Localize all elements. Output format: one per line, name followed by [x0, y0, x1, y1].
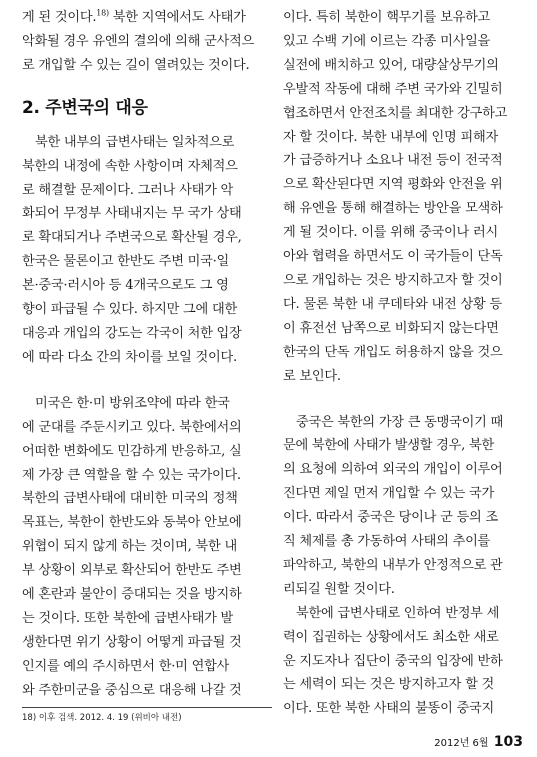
footnote-reference[interactable]: 18) [96, 8, 109, 18]
text-line: 에 따라 다소 간의 차이를 보일 것이다. [22, 349, 237, 365]
text-line: 북한 내부의 급변사태는 일차적으로 [35, 134, 235, 150]
page-number: 103 [493, 734, 523, 750]
text-line: 향이 파급될 수 있다. 하지만 그에 대한 [22, 302, 237, 318]
text-line: 게 될 것이다. 이를 위해 중국이나 러시 [283, 225, 498, 241]
text-line: 력이 집권하는 상황에서도 최소한 새로 [283, 629, 499, 645]
text-line: 진다면 제일 먼저 개입할 수 있는 국가 [283, 486, 494, 502]
text-line: 대응과 개입의 강도는 각국이 처한 입장 [22, 325, 242, 341]
text-line: 생한다면 위기 상황이 어떻게 파급될 것 [22, 634, 242, 650]
text-line: 으로 확산된다면 지역 평화와 안전을 위 [283, 177, 503, 193]
text-line: 북한에 급변사태로 인하여 반정부 세 [296, 605, 500, 621]
text-line: 부 상황이 외부로 확산되어 한반도 주변 [22, 563, 242, 579]
text-line: 으로 개입하는 것은 방지하고자 할 것이 [283, 272, 503, 288]
text-fragment: 북한 지역에서도 사태가 [108, 10, 246, 25]
text-line: 실전에 배치하고 있어, 대량살상무기의 [283, 57, 499, 73]
text-line: 인지를 예의 주시하면서 한·미 연합사 [22, 658, 230, 674]
issue-date: 2012년 6월 [434, 738, 489, 749]
text-line: 중국은 북한의 가장 큰 동맹국이기 때 [296, 414, 504, 430]
text-line: 본·중국·러시아 등 4개국으로도 그 영 [22, 278, 229, 294]
text-line: 다. 물론 북한 내 쿠데타와 내전 상황 등 [283, 296, 502, 312]
text-line: 이 휴전선 남쪽으로 비화되지 않는다면 [283, 320, 499, 336]
text-line: 는 세력이 되는 것은 방지하고자 할 것 [283, 677, 494, 693]
text-line: 위협이 되지 않게 하는 것이며, 북한 내 [22, 539, 237, 555]
text-line: 문에 북한에 사태가 발생할 경우, 북한 [283, 438, 494, 454]
text-line: 이다. 따라서 중국은 당이나 군 등의 조 [283, 510, 498, 526]
text-line: 아와 협력을 하면서도 이 국가들이 단독 [283, 249, 503, 265]
left-paragraph-1 [22, 131, 272, 370]
text-line: 한국의 단독 개입도 허용하지 않을 것으 [283, 344, 503, 360]
page-footer [434, 734, 523, 750]
left-paragraph-2 [22, 392, 272, 703]
footnote-divider [22, 707, 272, 708]
text-fragment: 게 된 것이다. [22, 10, 97, 25]
text-line: 로 확대되거나 주변국으로 확산될 경우, [22, 230, 242, 246]
text-line: 악화될 경우 유엔의 결의에 의해 군사적으 [22, 33, 255, 49]
text-line: 있고 수백 기에 이르는 각종 미사일을 [283, 33, 491, 49]
text-line: 한국은 물론이고 한반도 주변 미국·일 [22, 254, 230, 270]
text-line: 운 지도자나 집단이 중국의 입장에 반하 [283, 653, 503, 669]
text-line [22, 6, 272, 30]
text-line: 의 요청에 의하여 외국의 개입이 이루어 [283, 462, 503, 478]
right-paragraph-1 [283, 6, 533, 389]
text-line: 이다. 특히 북한이 핵무기를 보유하고 [283, 10, 491, 25]
text-line: 북한의 급변사태에 대비한 미국의 정책 [22, 491, 238, 507]
left-intro-paragraph [22, 6, 272, 78]
text-line: 리되길 원할 것이다. [283, 581, 395, 597]
text-line: 가 급증하거나 소요나 내전 등이 전국적 [283, 153, 503, 169]
text-line: 어떠한 변화에도 민감하게 반응하고, 실 [22, 443, 242, 459]
text-line: 에 군대를 주둔시키고 있다. 북한에서의 [22, 419, 242, 435]
text-line: 화되어 무정부 사태내지는 무 국가 상태 [22, 206, 242, 222]
text-line: 직 체제를 총 가동하여 사태의 추이를 [283, 534, 491, 550]
text-line: 북한의 내정에 속한 사항이며 자체적으 [22, 158, 238, 174]
section-heading: 2. 주변국의 대응 [22, 97, 148, 118]
text-line: 해 유엔을 통해 해결하는 방안을 모색하 [283, 201, 503, 217]
text-line: 로 해결할 문제이다. 그러나 사태가 악 [22, 182, 233, 198]
text-line: 파악하고, 북한의 내부가 안정적으로 관 [283, 557, 503, 573]
text-line: 협조하면서 안전조치를 최대한 강구하고 [283, 105, 508, 121]
text-line: 목표는, 북한이 한반도와 동북아 안보에 [22, 515, 242, 531]
right-column [283, 6, 533, 721]
text-line: 미국은 한·미 방위조약에 따라 한국 [35, 395, 230, 411]
left-column [22, 6, 272, 703]
text-line: 에 혼란과 불안이 증대되는 것을 방지하 [22, 587, 242, 603]
text-line: 이다. 또한 북한 사태의 불똥이 중국지 [283, 701, 494, 717]
text-line: 와 주한미군을 중심으로 대응해 나갈 것 [22, 682, 242, 698]
text-line: 자 할 것이다. 북한 내부에 인명 피해자 [283, 129, 498, 145]
text-line: 로 개입할 수 있는 길이 열려있는 것이다. [22, 57, 250, 73]
text-line: 우발적 작동에 대해 주변 국가와 긴밀히 [283, 81, 503, 97]
right-paragraph-2 [283, 411, 533, 722]
text-line: 로 보인다. [283, 368, 341, 384]
footnote: 18) 이후 검색. 2012. 4. 19 (위비아 내전) [22, 713, 182, 723]
text-line: 는 것이다. 또한 북한에 급변사태가 발 [22, 610, 233, 626]
text-line: 제 가장 큰 역할을 할 수 있는 국가이다. [22, 467, 241, 483]
